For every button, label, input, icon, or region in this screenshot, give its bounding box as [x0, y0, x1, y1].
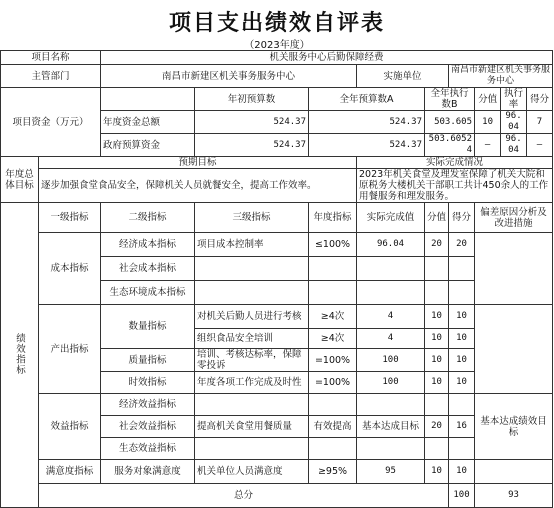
perf-score: 10 — [449, 349, 475, 372]
goals-expected: 逐步加强食堂食品安全，保障机关人员就餐安全，提高工作效率。 — [39, 169, 357, 203]
perf-max: 10 — [425, 305, 449, 329]
perf-score: 10 — [449, 460, 475, 484]
perf-l2: 经济成本指标 — [101, 233, 195, 257]
perf-l3: 对机关后勤人员进行考核 — [195, 305, 309, 329]
perf-actual — [357, 281, 425, 305]
total-label: 总分 — [39, 484, 449, 508]
funds-header-exec: 全年执行数B — [425, 88, 475, 111]
total-max: 100 — [449, 484, 475, 508]
implementing-unit-label: 实施单位 — [357, 65, 449, 88]
perf-deviation-satisfaction — [475, 460, 553, 484]
perf-header-max: 分值 — [425, 203, 449, 233]
perf-l3 — [195, 394, 309, 416]
funds-header-scores — [475, 88, 553, 111]
perf-l2: 质量指标 — [101, 349, 195, 372]
funds-row-score: — — [536, 139, 543, 150]
goals-actual-header: 实际完成情况 — [357, 157, 553, 169]
department-label: 主管部门 — [1, 65, 101, 88]
funds-row-name: 政府预算资金 — [101, 134, 195, 157]
perf-score: 10 — [449, 329, 475, 349]
perf-score — [449, 257, 475, 281]
perf-target — [309, 394, 357, 416]
perf-max: 10 — [425, 349, 449, 372]
funds-header-budget: 全年预算数A — [309, 88, 425, 111]
perf-max — [425, 394, 449, 416]
funds-header-blank — [101, 88, 195, 111]
goals-actual: 2023年机关食堂及理发室保障了机关大院和原税务大楼机关干部职工共计450余人的工作用餐服务和理发服务。 — [357, 169, 553, 203]
perf-max: 20 — [425, 416, 449, 438]
department-value: 南昌市新建区机关事务服务中心 — [101, 65, 357, 88]
perf-max — [425, 281, 449, 305]
perf-l3: 机关单位人员满意度 — [195, 460, 309, 484]
perf-side-label-text: 绩效指标 — [14, 332, 25, 375]
perf-target: ≥4次 — [309, 305, 357, 329]
funds-row-split — [475, 134, 552, 156]
funds-row-init: 524.37 — [195, 111, 309, 134]
perf-l2: 数量指标 — [101, 305, 195, 349]
perf-actual — [357, 257, 425, 281]
evaluation-table — [0, 50, 553, 508]
perf-header-l3: 三级指标 — [195, 203, 309, 233]
perf-score: 10 — [449, 305, 475, 329]
page-title: 项目支出绩效自评表 — [168, 10, 385, 36]
perf-deviation-benefit: 基本达成绩效目标 — [475, 394, 553, 460]
perf-actual: 100 — [357, 372, 425, 394]
perf-actual — [357, 438, 425, 460]
perf-l3 — [195, 257, 309, 281]
perf-max — [425, 257, 449, 281]
perf-l3 — [195, 438, 309, 460]
perf-header-l1: 一级指标 — [39, 203, 101, 233]
funds-row-exec: 503.605 — [425, 111, 475, 134]
perf-l2: 生态效益指标 — [101, 438, 195, 460]
funds-row-scores — [475, 111, 553, 134]
perf-header-actual: 实际完成值 — [357, 203, 425, 233]
row-project-name — [1, 51, 553, 65]
funds-row-budget: 524.37 — [309, 134, 425, 157]
perf-l3: 年度各项工作完成及时性 — [195, 372, 309, 394]
funds-row-scores — [475, 134, 553, 157]
perf-l2: 生态环境成本指标 — [101, 281, 195, 305]
perf-l2: 社会成本指标 — [101, 257, 195, 281]
perf-header-score: 得分 — [449, 203, 475, 233]
perf-l1-benefit: 效益指标 — [39, 394, 101, 460]
perf-l3: 提高机关食堂用餐质量 — [195, 416, 309, 438]
perf-side-label — [1, 203, 39, 508]
funds-row-budget: 524.37 — [309, 111, 425, 134]
perf-l3: 培训、考核达标率，保障零投诉 — [195, 349, 309, 372]
perf-score — [449, 394, 475, 416]
perf-deviation-cost — [475, 233, 553, 305]
perf-actual: 96.04 — [357, 233, 425, 257]
perf-l1-output: 产出指标 — [39, 305, 101, 394]
perf-l1-satisfaction: 满意度指标 — [39, 460, 101, 484]
perf-score — [449, 438, 475, 460]
perf-target: ≤100% — [309, 233, 357, 257]
perf-actual: 95 — [357, 460, 425, 484]
table-row — [1, 233, 553, 257]
perf-l1-cost: 成本指标 — [39, 233, 101, 305]
perf-score: 16 — [449, 416, 475, 438]
perf-actual: 100 — [357, 349, 425, 372]
funds-row-rate: 96.04 — [501, 134, 527, 156]
perf-max: 10 — [425, 460, 449, 484]
perf-max — [425, 438, 449, 460]
goals-expected-header: 预期目标 — [39, 157, 357, 169]
perf-target: =100% — [309, 349, 357, 372]
perf-header-deviation: 偏差原因分析及改进措施 — [475, 203, 553, 233]
perf-l2: 社会效益指标 — [101, 416, 195, 438]
total-score: 93 — [475, 484, 553, 508]
perf-target — [309, 281, 357, 305]
funds-header-rate: 执行率 — [501, 88, 527, 110]
perf-target — [309, 257, 357, 281]
funds-row-init: 524.37 — [195, 134, 309, 157]
perf-l3: 项目成本控制率 — [195, 233, 309, 257]
row-goals-content — [1, 169, 553, 203]
funds-row-score-max: — — [475, 134, 501, 156]
perf-max: 20 — [425, 233, 449, 257]
perf-l2: 服务对象满意度 — [101, 460, 195, 484]
perf-actual: 基本达成目标 — [357, 416, 425, 438]
perf-header-target: 年度指标 — [309, 203, 357, 233]
goals-label: 年度总体目标 — [1, 157, 39, 203]
perf-l3 — [195, 281, 309, 305]
perf-actual: 4 — [357, 329, 425, 349]
table-row — [1, 305, 553, 329]
row-funds-header — [1, 88, 553, 111]
funds-row-split — [475, 111, 552, 133]
perf-max: 10 — [425, 372, 449, 394]
funds-row-score: 7 — [536, 116, 543, 127]
funds-row-score-max: 10 — [475, 111, 501, 133]
perf-target: ≥4次 — [309, 329, 357, 349]
row-total — [1, 484, 553, 508]
row-department — [1, 65, 553, 88]
row-perf-header — [1, 203, 553, 233]
funds-row-exec: 503.60524 — [425, 134, 475, 157]
funds-row-rate: 96.04 — [501, 111, 527, 133]
perf-target — [309, 438, 357, 460]
funds-header-score-max: 分值 — [475, 88, 501, 110]
perf-actual — [357, 394, 425, 416]
funds-header-split — [475, 88, 552, 110]
perf-target: ≥95% — [309, 460, 357, 484]
perf-l3: 组织食品安全培训 — [195, 329, 309, 349]
table-row — [1, 394, 553, 416]
funds-label: 项目资金（万元） — [1, 88, 101, 157]
perf-max: 10 — [425, 329, 449, 349]
table-row — [1, 460, 553, 484]
funds-row-name: 年度资金总额 — [101, 111, 195, 134]
perf-l2: 经济效益指标 — [101, 394, 195, 416]
perf-deviation-output — [475, 305, 553, 394]
perf-target: 有效提高 — [309, 416, 357, 438]
perf-header-l2: 二级指标 — [101, 203, 195, 233]
page-subtitle: （2023年度） — [244, 40, 310, 51]
funds-header-score: 得分 — [529, 93, 549, 105]
perf-l2: 时效指标 — [101, 372, 195, 394]
perf-actual: 4 — [357, 305, 425, 329]
project-name-value: 机关服务中心后勤保障经费 — [101, 51, 553, 65]
project-name-label: 项目名称 — [1, 51, 101, 65]
implementing-unit-value: 南昌市新建区机关事务服务中心 — [449, 65, 553, 88]
perf-score: 20 — [449, 233, 475, 257]
row-goals-header — [1, 157, 553, 169]
perf-score — [449, 281, 475, 305]
perf-score: 10 — [449, 372, 475, 394]
funds-header-init: 年初预算数 — [195, 88, 309, 111]
perf-target: =100% — [309, 372, 357, 394]
